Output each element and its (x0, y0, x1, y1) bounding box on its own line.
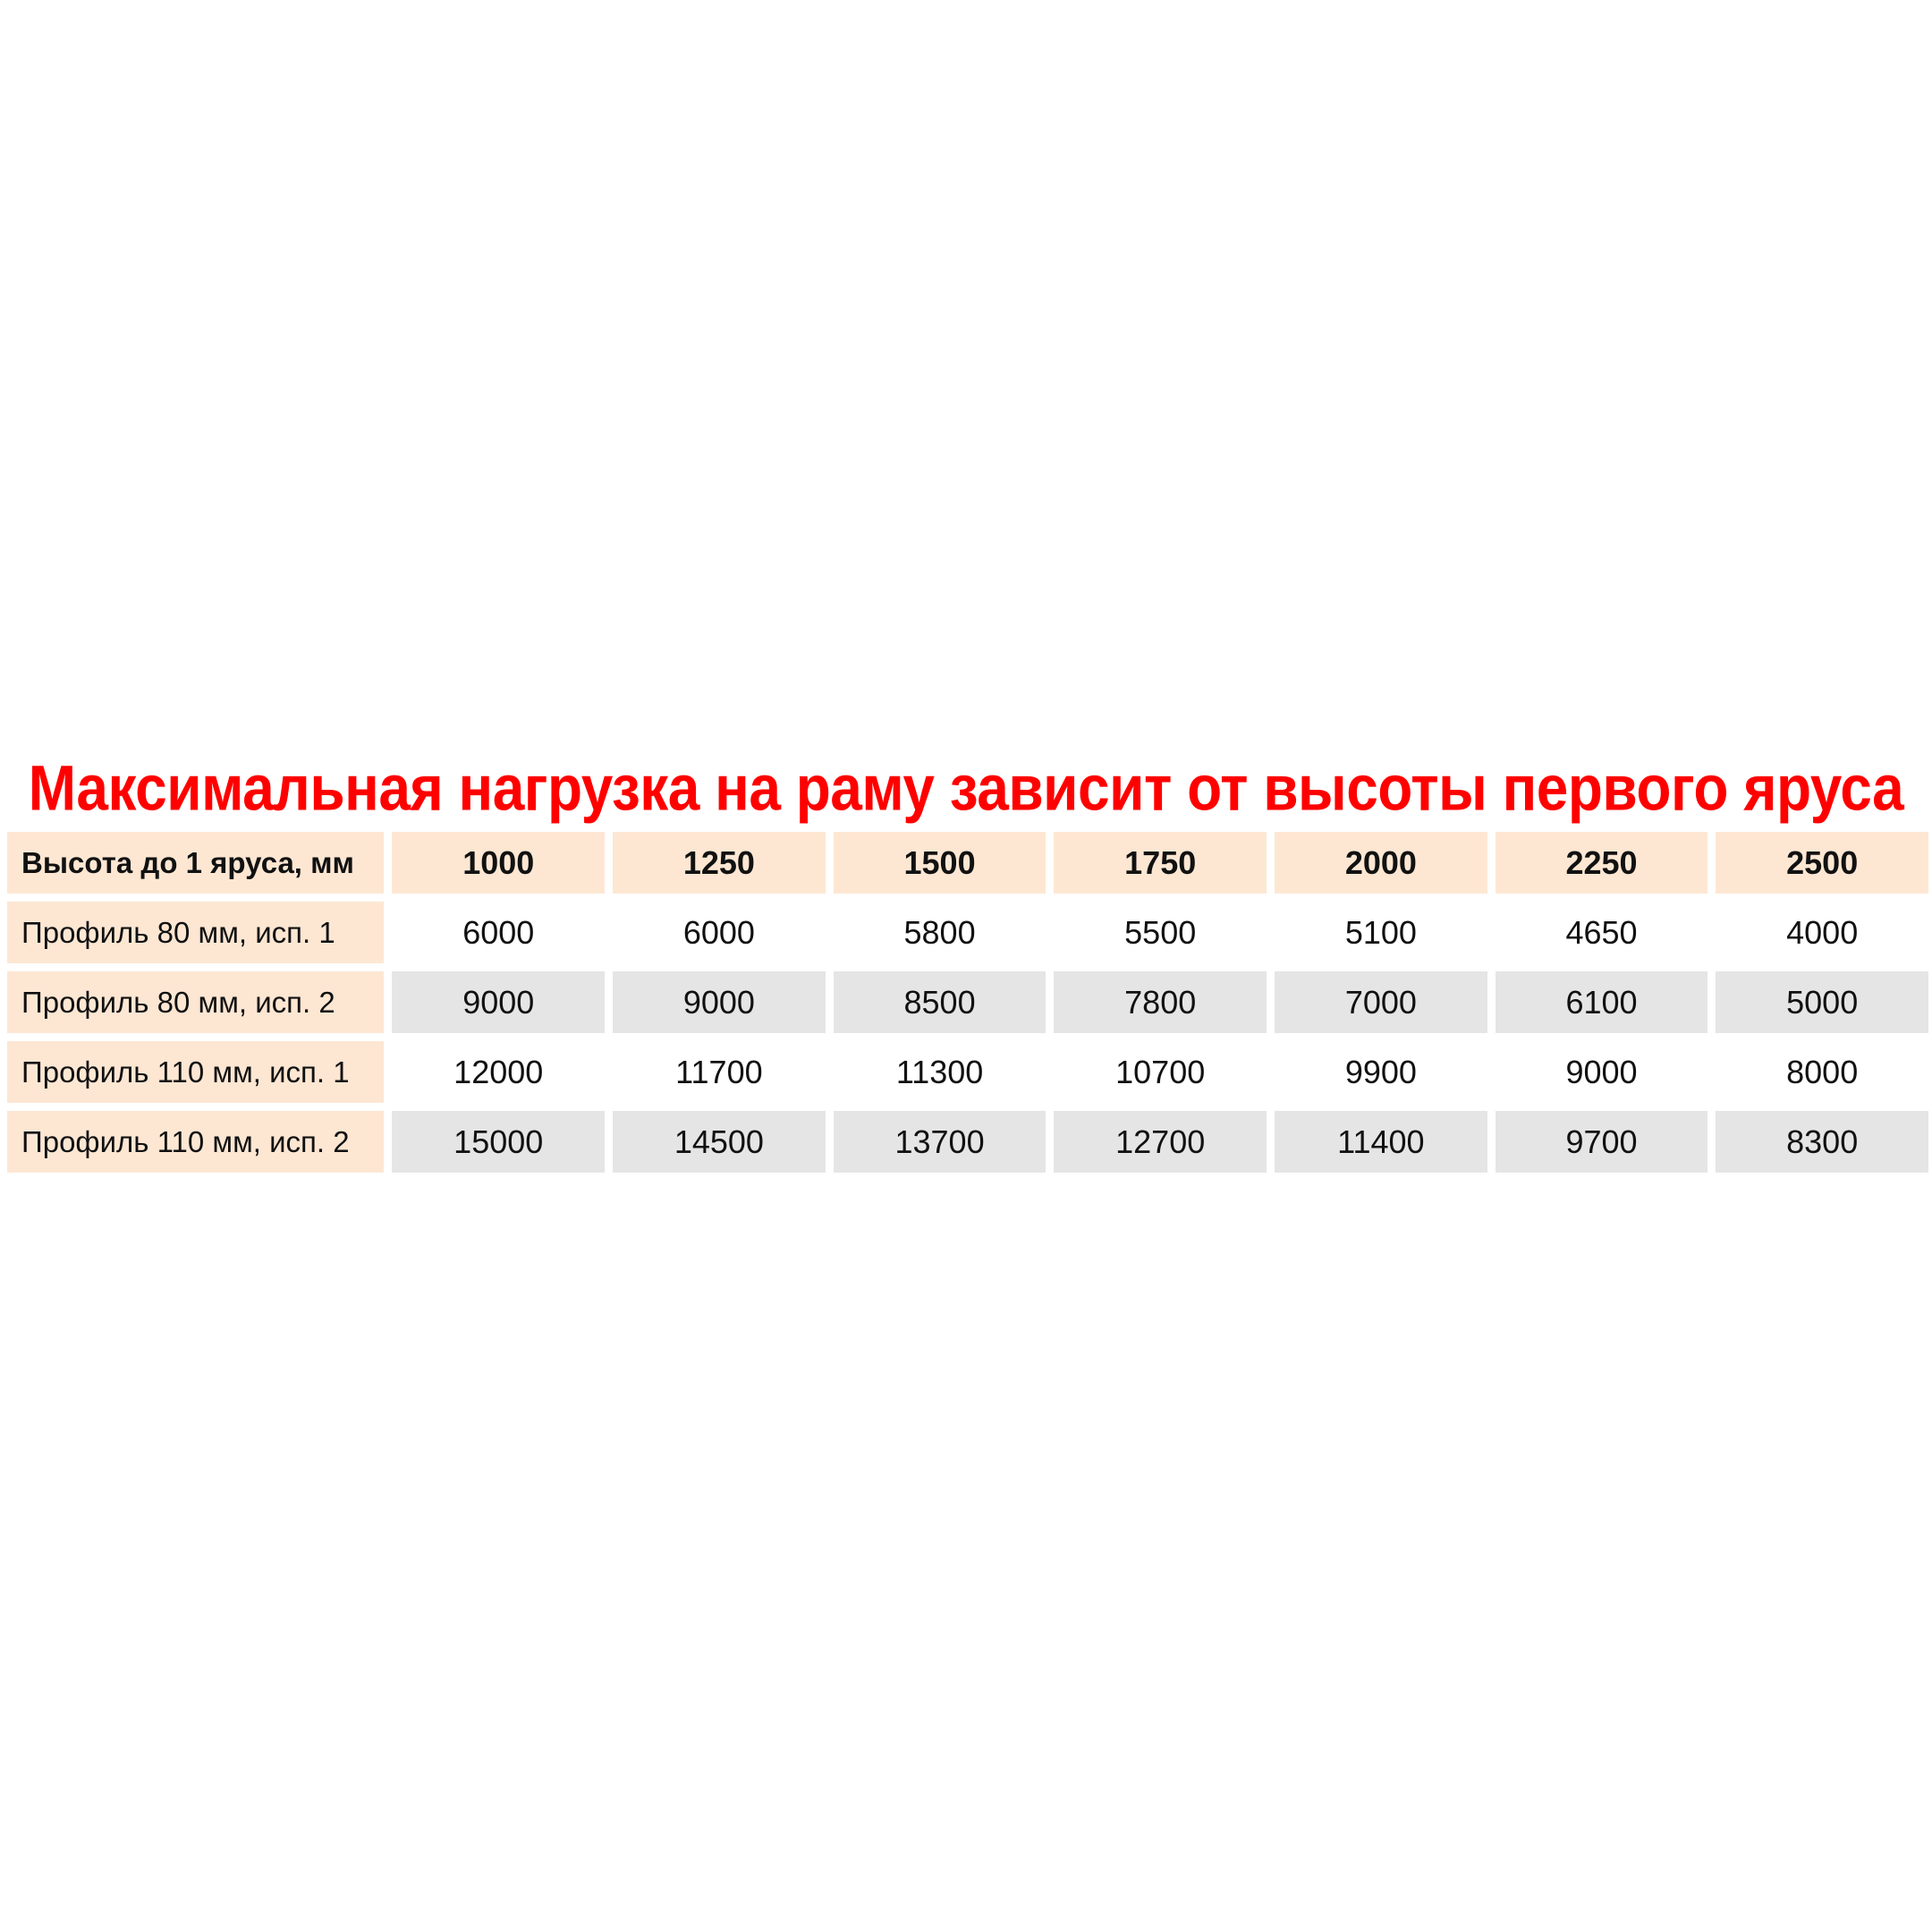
load-value-cell: 11700 (613, 1041, 826, 1103)
load-value-cell: 11400 (1275, 1111, 1487, 1173)
load-value-cell: 6000 (392, 902, 605, 963)
load-value-cell: 8500 (834, 971, 1046, 1033)
load-value-cell: 10700 (1054, 1041, 1267, 1103)
row-label-cell: Профиль 110 мм, исп. 1 (7, 1041, 384, 1103)
header-height-cell: 1000 (392, 832, 605, 894)
load-value-cell: 12700 (1054, 1111, 1267, 1173)
load-value-cell: 7000 (1275, 971, 1487, 1033)
header-height-cell: 2500 (1716, 832, 1928, 894)
header-height-cell: 1750 (1054, 832, 1267, 894)
header-height-cell: 2250 (1496, 832, 1708, 894)
table-row (7, 1111, 1928, 1173)
table-row (7, 902, 1928, 963)
load-value-cell: 7800 (1054, 971, 1267, 1033)
load-value-cell: 4650 (1496, 902, 1708, 963)
load-table (7, 832, 1928, 1181)
row-label-cell: Профиль 110 мм, исп. 2 (7, 1111, 384, 1173)
table-row (7, 1041, 1928, 1103)
load-value-cell: 12000 (392, 1041, 605, 1103)
load-value-cell: 13700 (834, 1111, 1046, 1173)
table-header-row (7, 832, 1928, 894)
load-value-cell: 5000 (1716, 971, 1928, 1033)
load-value-cell: 9000 (1496, 1041, 1708, 1103)
header-height-cell: 2000 (1275, 832, 1487, 894)
load-value-cell: 15000 (392, 1111, 605, 1173)
header-label-cell: Высота до 1 яруса, мм (7, 832, 384, 894)
load-value-cell: 5800 (834, 902, 1046, 963)
row-label-cell: Профиль 80 мм, исп. 1 (7, 902, 384, 963)
load-value-cell: 9700 (1496, 1111, 1708, 1173)
load-value-cell: 9000 (613, 971, 826, 1033)
page-title: Максимальная нагрузка на раму зависит от высоты первого яруса (28, 751, 1904, 825)
load-value-cell: 14500 (613, 1111, 826, 1173)
header-height-cell: 1500 (834, 832, 1046, 894)
row-label-cell: Профиль 80 мм, исп. 2 (7, 971, 384, 1033)
load-value-cell: 5100 (1275, 902, 1487, 963)
load-value-cell: 6000 (613, 902, 826, 963)
load-value-cell: 11300 (834, 1041, 1046, 1103)
load-value-cell: 4000 (1716, 902, 1928, 963)
load-value-cell: 9000 (392, 971, 605, 1033)
load-value-cell: 8000 (1716, 1041, 1928, 1103)
load-value-cell: 6100 (1496, 971, 1708, 1033)
header-height-cell: 1250 (613, 832, 826, 894)
load-value-cell: 8300 (1716, 1111, 1928, 1173)
load-value-cell: 9900 (1275, 1041, 1487, 1103)
load-value-cell: 5500 (1054, 902, 1267, 963)
table-row (7, 971, 1928, 1033)
